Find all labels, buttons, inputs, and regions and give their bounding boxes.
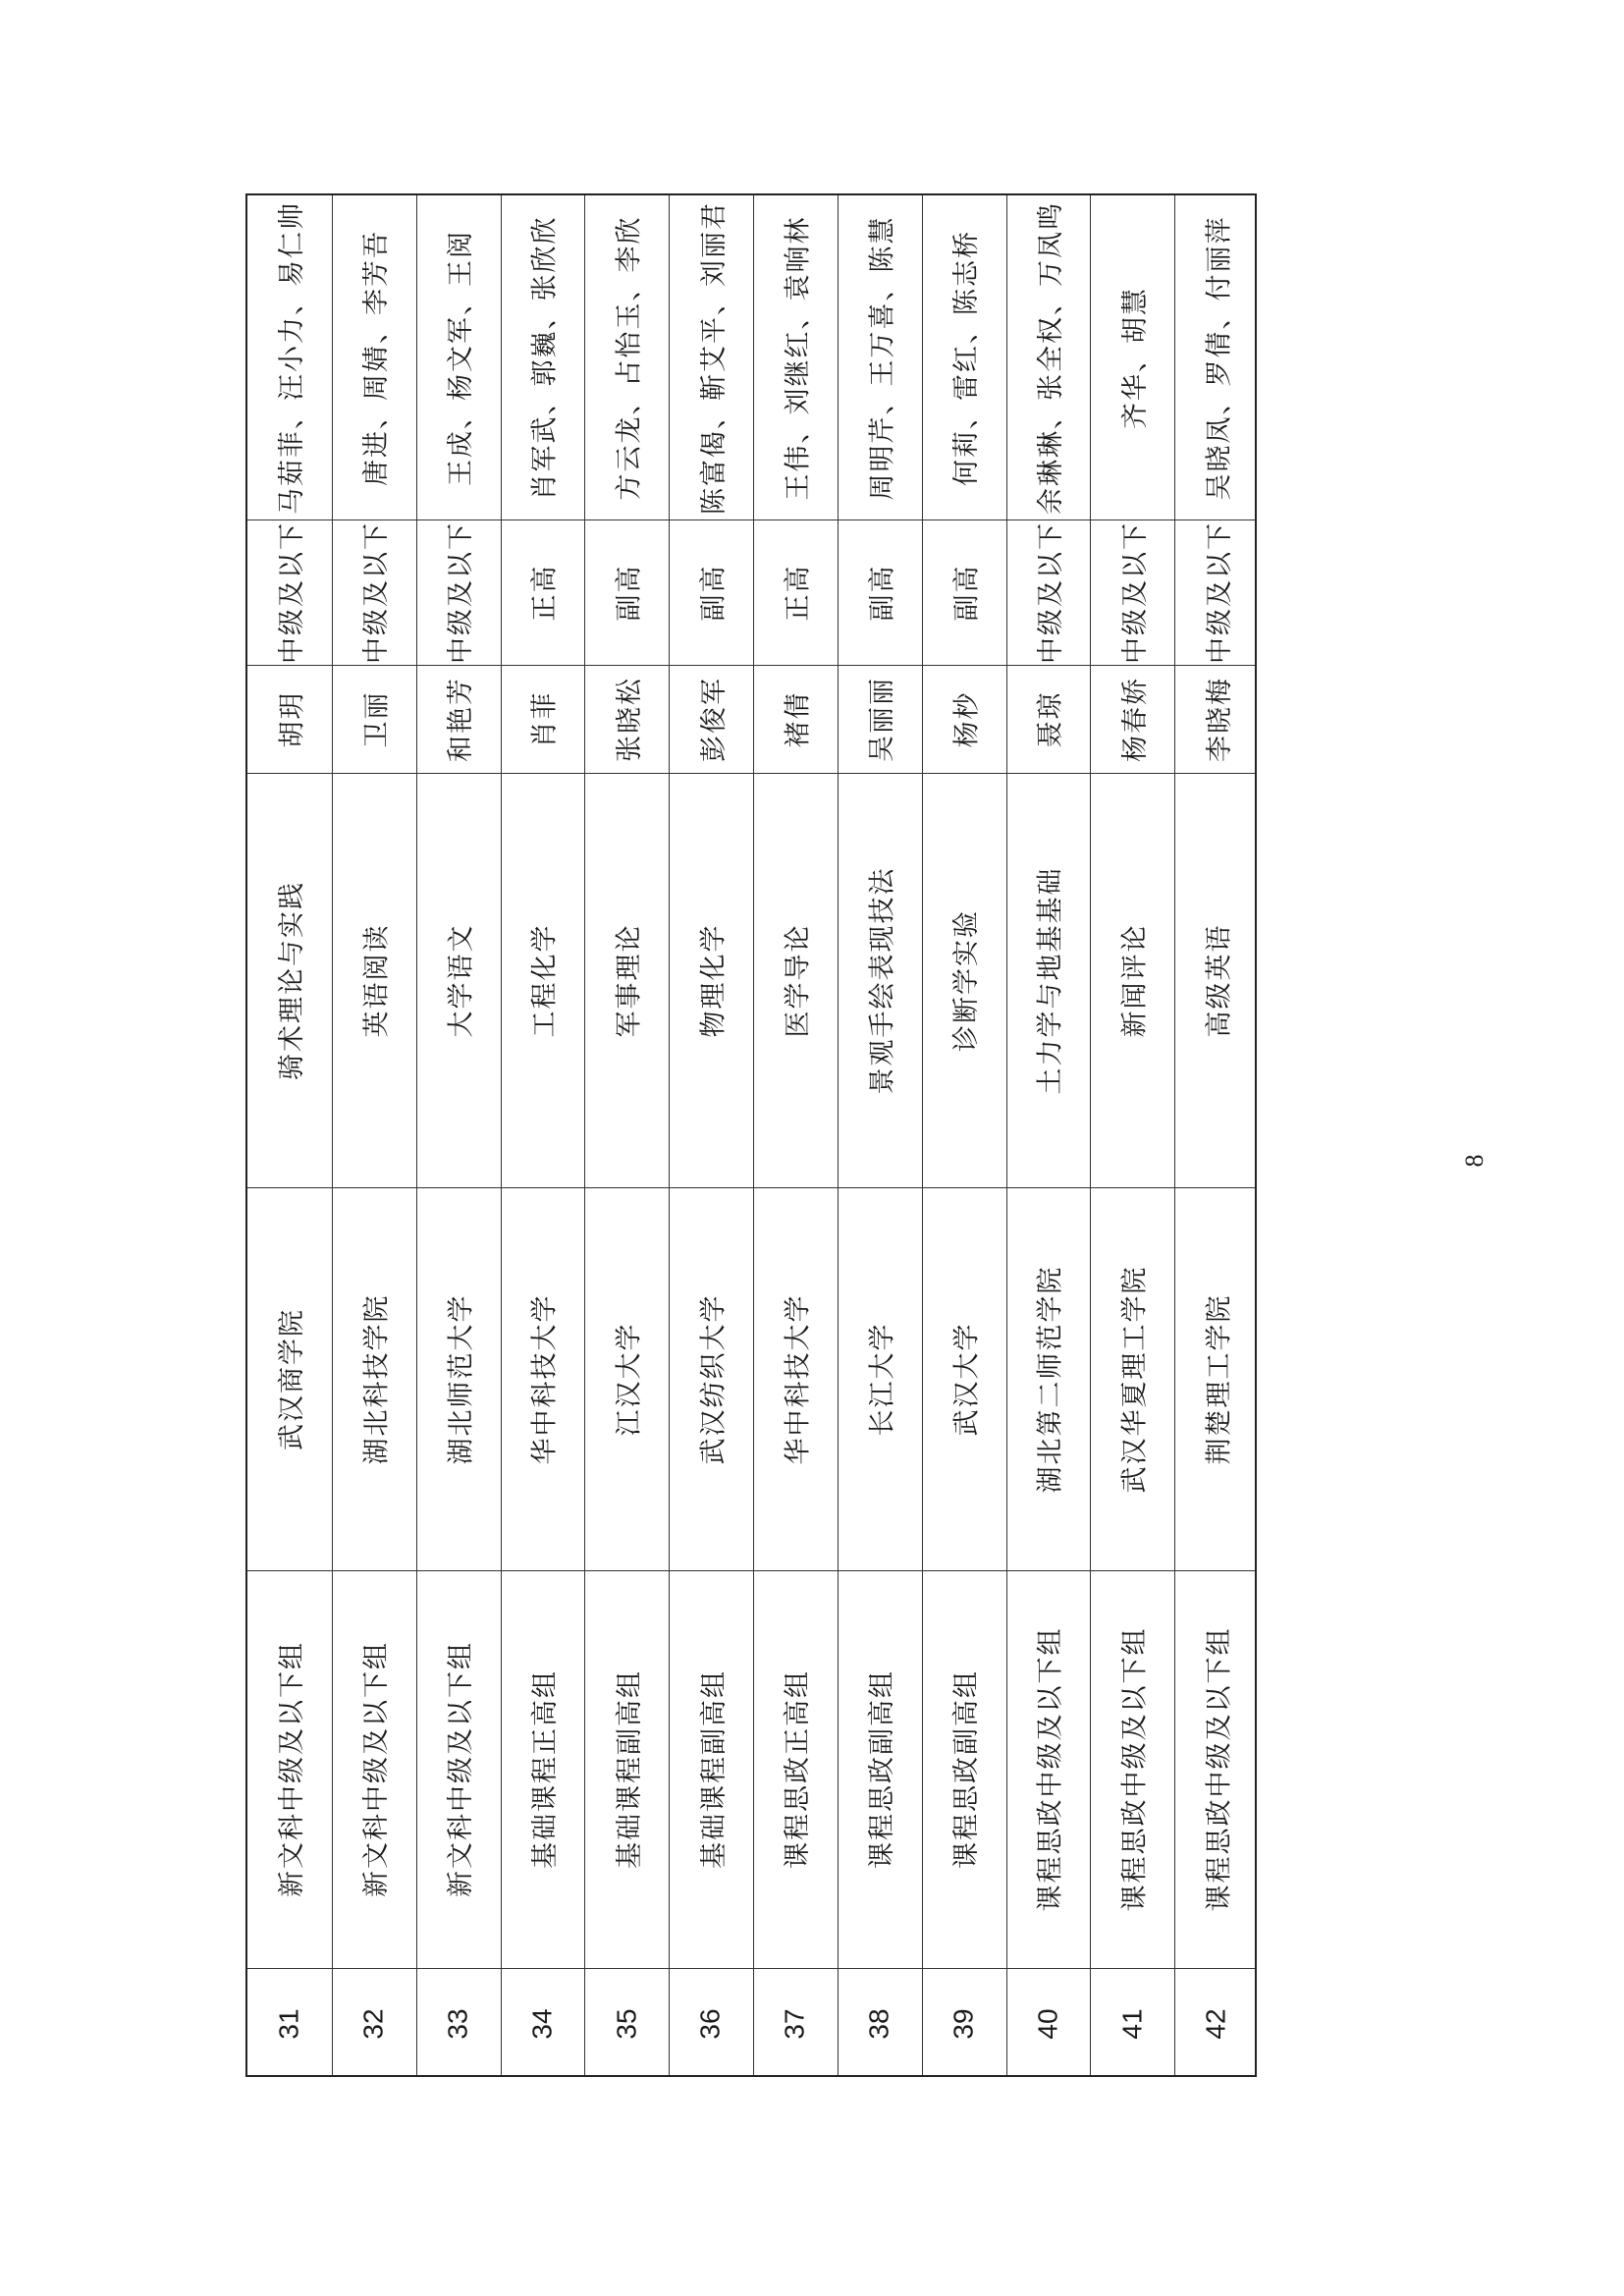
table-cell-no [1090,1968,1174,2079]
cell-text: 37 [779,2007,810,2040]
table-cell-no [332,1968,416,2079]
cell-text: 马茹菲、汪小力、易仁帅 [277,200,308,515]
cell-text: 何莉、雷红、陈志桥 [951,229,983,486]
cell-text: 物理化学 [698,923,730,1037]
cell-text: 31 [273,2007,304,2040]
table-cell-school [584,1187,669,1570]
table-cell-course [501,773,585,1187]
table-cell-group [838,1570,922,1968]
cell-text: 土力学与地基基础 [1035,866,1066,1094]
table-cell-school [669,1187,753,1570]
table-cell-course [584,773,669,1187]
table-cell-title [501,519,585,665]
cell-text: 余琳琳、张全权、万凤鸣 [1035,200,1066,515]
table-cell-leader [416,665,501,773]
table-cell-members [1090,195,1174,519]
cell-text: 新文科中级及以下组 [446,1641,477,1897]
table-cell-leader [753,665,838,773]
cell-text: 基础课程正高组 [529,1669,561,1869]
table-cell-no [247,1968,332,2079]
table-cell-group [1090,1570,1174,1968]
table-cell-group [753,1570,838,1968]
table-cell-group [332,1570,416,1968]
table-cell-title [1090,519,1174,665]
cell-text: 40 [1032,2007,1063,2040]
cell-text: 正高 [783,564,814,621]
table-cell-course [247,773,332,1187]
cell-text: 湖北第二师范学院 [1035,1265,1066,1493]
table-cell-members [416,195,501,519]
table-cell-group [247,1570,332,1968]
table-cell-members [247,195,332,519]
table-cell-leader [1006,665,1091,773]
cell-text: 诊断学实验 [951,908,983,1052]
cell-text: 中级及以下 [1035,520,1066,664]
table-cell-leader [247,665,332,773]
cell-text: 医学导论 [783,923,814,1037]
cell-text: 武汉大学 [951,1322,983,1436]
page-number: 8 [1460,1154,1489,1168]
table-cell-no [838,1968,922,2079]
cell-text: 和艳芳 [446,676,477,762]
cell-text: 中级及以下 [1204,520,1235,664]
table-cell-school [1090,1187,1174,1570]
table-cell-no [584,1968,669,2079]
table-cell-school [501,1187,585,1570]
cell-text: 彭俊军 [698,676,730,762]
cell-text: 中级及以下 [1119,520,1151,664]
cell-text: 武汉纺织大学 [698,1293,730,1464]
cell-text: 39 [947,2007,979,2040]
cell-text: 胡玥 [277,690,308,747]
table-cell-title [838,519,922,665]
table-cell-course [669,773,753,1187]
table-cell-course [838,773,922,1187]
cell-text: 张晓松 [614,676,645,762]
cell-text: 新闻评论 [1119,923,1151,1037]
table-cell-title [247,519,332,665]
table-cell-leader [1174,665,1259,773]
table-cell-school [753,1187,838,1570]
cell-text: 吴丽丽 [867,676,898,762]
table-cell-group [1006,1570,1091,1968]
cell-text: 肖军武、郭巍、张欣欣 [529,215,561,500]
table-cell-members [1174,195,1259,519]
cell-text: 卫丽 [361,690,393,747]
cell-text: 李晓梅 [1204,676,1235,762]
table-cell-leader [922,665,1006,773]
cell-text: 英语阅读 [361,923,393,1037]
cell-text: 36 [695,2007,727,2040]
table-cell-members [922,195,1006,519]
table-cell-group [501,1570,585,1968]
table-cell-members [584,195,669,519]
cell-text: 课程思政中级及以下组 [1119,1626,1151,1912]
cell-text: 杨杪 [951,690,983,747]
table-cell-no [1006,1968,1091,2079]
data-table [245,193,1257,2077]
cell-text: 课程思政副高组 [867,1669,898,1869]
table-cell-group [922,1570,1006,1968]
table-cell-leader [332,665,416,773]
table-cell-title [1006,519,1091,665]
table-cell-no [669,1968,753,2079]
cell-text: 新文科中级及以下组 [277,1641,308,1897]
cell-text: 正高 [529,564,561,621]
cell-text: 副高 [614,564,645,621]
table-cell-members [669,195,753,519]
cell-text: 33 [442,2007,473,2040]
cell-text: 副高 [951,564,983,621]
cell-text: 基础课程副高组 [614,1669,645,1869]
table-cell-no [1174,1968,1259,2079]
table-cell-members [753,195,838,519]
cell-text: 陈富偈、靳艾平、刘丽君 [698,200,730,515]
table-cell-course [753,773,838,1187]
table-cell-no [501,1968,585,2079]
table-cell-no [753,1968,838,2079]
cell-text: 41 [1116,2007,1148,2040]
table-cell-members [501,195,585,519]
table-cell-school [922,1187,1006,1570]
table-cell-course [1174,773,1259,1187]
table-cell-course [922,773,1006,1187]
cell-text: 35 [611,2007,642,2040]
table-cell-course [1006,773,1091,1187]
cell-text: 军事理论 [614,923,645,1037]
cell-text: 中级及以下 [361,520,393,664]
cell-text: 新文科中级及以下组 [361,1641,393,1897]
cell-text: 基础课程副高组 [698,1669,730,1869]
table-cell-school [247,1187,332,1570]
table-cell-school [838,1187,922,1570]
table-cell-members [1006,195,1091,519]
table-cell-no [416,1968,501,2079]
cell-text: 褚倩 [783,690,814,747]
cell-text: 齐华、胡慧 [1119,286,1151,429]
table-cell-title [584,519,669,665]
table-cell-leader [838,665,922,773]
table-cell-school [332,1187,416,1570]
cell-text: 肖菲 [529,690,561,747]
cell-text: 32 [357,2007,389,2040]
table-cell-leader [669,665,753,773]
cell-text: 湖北师范大学 [446,1293,477,1464]
table-cell-group [669,1570,753,1968]
cell-text: 景观手绘表现技法 [867,866,898,1094]
cell-text: 副高 [698,564,730,621]
table-cell-group [1174,1570,1259,1968]
cell-text: 课程思政副高组 [951,1669,983,1869]
table-cell-leader [1090,665,1174,773]
table-cell-school [416,1187,501,1570]
cell-text: 荆楚理工学院 [1204,1293,1235,1464]
cell-text: 江汉大学 [614,1322,645,1436]
table-cell-school [1006,1187,1091,1570]
cell-text: 华中科技大学 [783,1293,814,1464]
cell-text: 武汉华夏理工学院 [1119,1265,1151,1493]
table-cell-title [922,519,1006,665]
cell-text: 工程化学 [529,923,561,1037]
table-cell-members [838,195,922,519]
cell-text: 大学语文 [446,923,477,1037]
table-cell-group [416,1570,501,1968]
table-cell-course [1090,773,1174,1187]
cell-text: 唐进、周婧、李芳吾 [361,229,393,486]
cell-text: 副高 [867,564,898,621]
cell-text: 华中科技大学 [529,1293,561,1464]
cell-text: 课程思政中级及以下组 [1035,1626,1066,1912]
cell-text: 高级英语 [1204,923,1235,1037]
table-cell-title [1174,519,1259,665]
cell-text: 中级及以下 [446,520,477,664]
table-cell-course [416,773,501,1187]
table-cell-school [1174,1187,1259,1570]
table-cell-group [584,1570,669,1968]
table-cell-title [669,519,753,665]
table-cell-title [332,519,416,665]
table-cell-leader [584,665,669,773]
table-cell-course [332,773,416,1187]
cell-text: 武汉商学院 [277,1307,308,1450]
cell-text: 王伟、刘继红、袁响林 [783,215,814,500]
cell-text: 聂琼 [1035,690,1066,747]
cell-text: 吴晓凤、罗倩、付丽萍 [1204,215,1235,500]
table-cell-title [753,519,838,665]
cell-text: 42 [1201,2007,1232,2040]
cell-text: 课程思政中级及以下组 [1204,1626,1235,1912]
cell-text: 王成、杨文军、王阅 [446,229,477,486]
table-cell-leader [501,665,585,773]
cell-text: 周明芹、王万喜、陈慧 [867,215,898,500]
cell-text: 中级及以下 [277,520,308,664]
cell-text: 38 [863,2007,894,2040]
table-cell-members [332,195,416,519]
cell-text: 课程思政正高组 [783,1669,814,1869]
table-cell-title [416,519,501,665]
cell-text: 骑术理论与实践 [277,880,308,1080]
cell-text: 长江大学 [867,1322,898,1436]
cell-text: 湖北科技学院 [361,1293,393,1464]
cell-text: 杨春娇 [1119,676,1151,762]
cell-text: 方云龙、占怡玉、李欣 [614,215,645,500]
cell-text: 34 [526,2007,558,2040]
table-cell-no [922,1968,1006,2079]
